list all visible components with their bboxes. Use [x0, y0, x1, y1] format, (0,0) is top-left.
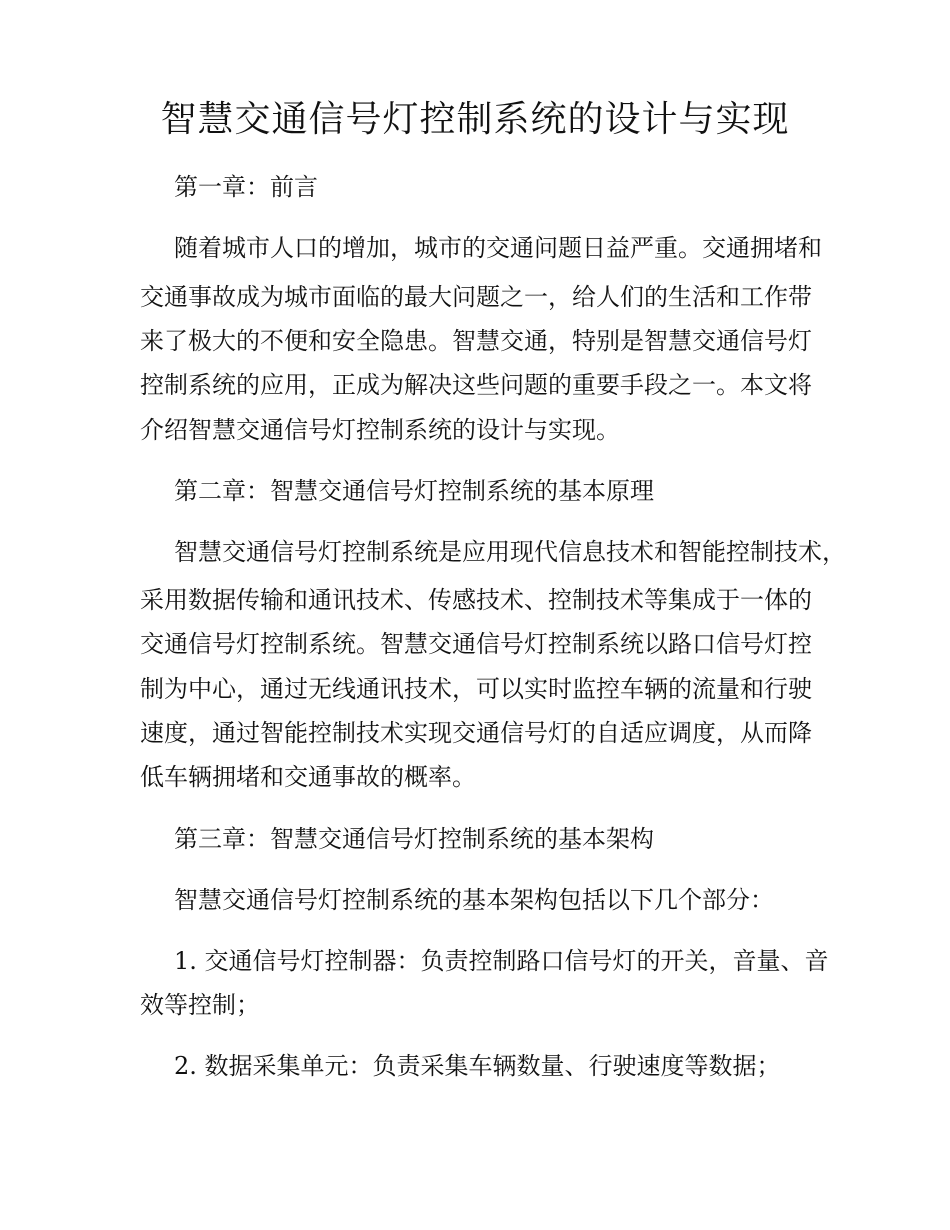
paragraph-line: 随着城市人口的增加，城市的交通问题日益严重。交通拥堵和 — [174, 234, 822, 262]
paragraph-line: 来了极大的不便和安全隐患。智慧交通，特别是智慧交通信号灯 — [140, 327, 812, 355]
paragraph-line: 制为中心，通过无线通讯技术，可以实时监控车辆的流量和行驶 — [140, 675, 812, 703]
paragraph-line: 速度，通过智能控制技术实现交通信号灯的自适应调度，从而降 — [140, 719, 812, 747]
paragraph-line: 交通事故成为城市面临的最大问题之一，给人们的生活和工作带 — [140, 283, 812, 311]
chapter-1-heading: 第一章：前言 — [174, 173, 318, 201]
paragraph-line: 介绍智慧交通信号灯控制系统的设计与实现。 — [140, 416, 620, 444]
list-item-line: 1. 交通信号灯控制器：负责控制路口信号灯的开关，音量、音 — [174, 947, 829, 975]
paragraph-line: 智慧交通信号灯控制系统是应用现代信息技术和智能控制技术， — [174, 538, 846, 566]
chapter-2-heading: 第二章：智慧交通信号灯控制系统的基本原理 — [174, 477, 654, 505]
chapter-3-heading: 第三章：智慧交通信号灯控制系统的基本架构 — [174, 825, 654, 853]
paragraph-line: 智慧交通信号灯控制系统的基本架构包括以下几个部分： — [174, 886, 774, 914]
paragraph-line: 控制系统的应用，正成为解决这些问题的重要手段之一。本文将 — [140, 371, 812, 399]
paragraph-line: 交通信号灯控制系统。智慧交通信号灯控制系统以路口信号灯控 — [140, 630, 812, 658]
list-item-line: 2. 数据采集单元：负责采集车辆数量、行驶速度等数据； — [174, 1052, 781, 1080]
list-item-line: 效等控制； — [140, 991, 260, 1019]
document-title: 智慧交通信号灯控制系统的设计与实现 — [160, 99, 790, 140]
paragraph-line: 低车辆拥堵和交通事故的概率。 — [140, 763, 476, 791]
paragraph-line: 采用数据传输和通讯技术、传感技术、控制技术等集成于一体的 — [140, 586, 812, 614]
